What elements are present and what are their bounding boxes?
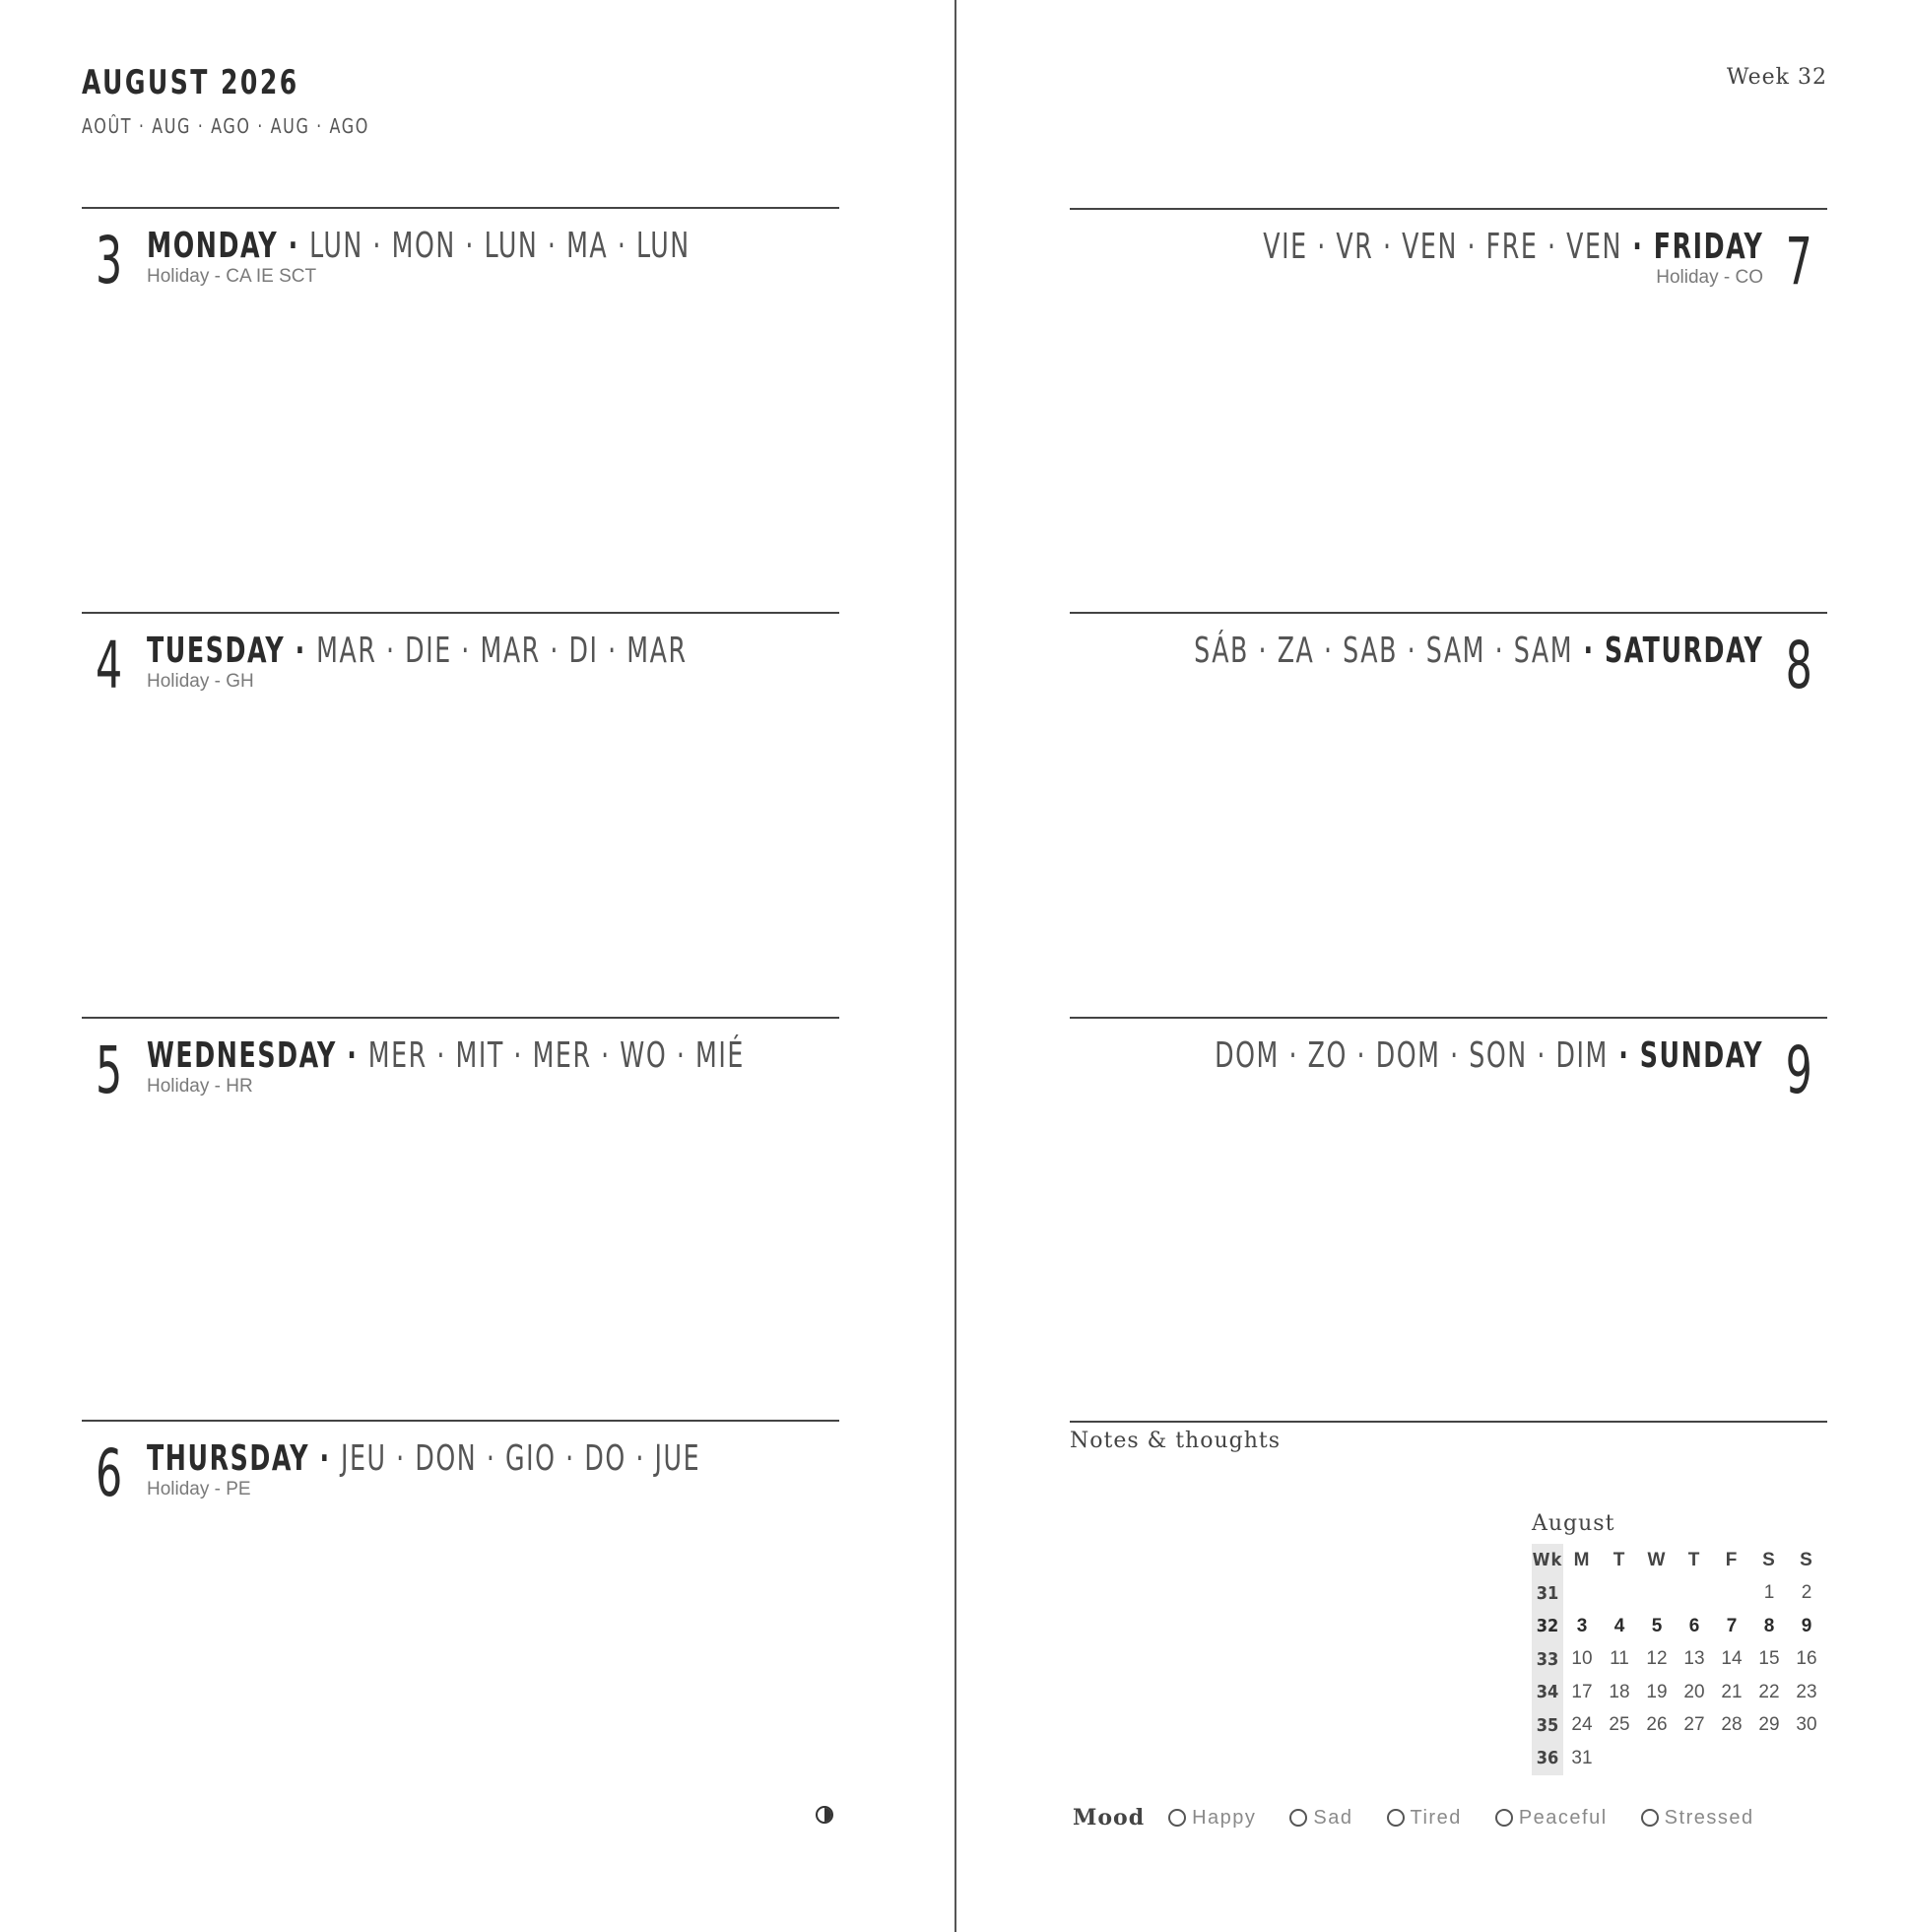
calendar-day: 24 bbox=[1571, 1714, 1593, 1736]
week-number: 32 bbox=[1532, 1610, 1563, 1643]
calendar-day bbox=[1638, 1577, 1676, 1611]
calendar-day: 26 bbox=[1646, 1714, 1668, 1736]
mood-option-label: Sad bbox=[1313, 1806, 1353, 1829]
weekday-header: F bbox=[1725, 1549, 1739, 1570]
calendar-week-row bbox=[1532, 1577, 1825, 1611]
week-number: 33 bbox=[1532, 1643, 1563, 1677]
day-name-separator: · bbox=[1608, 1035, 1640, 1076]
calendar-day: 7 bbox=[1726, 1615, 1738, 1636]
calendar-day: 18 bbox=[1609, 1681, 1630, 1702]
day-number: 5 bbox=[96, 1033, 123, 1108]
calendar-day: 30 bbox=[1796, 1714, 1817, 1736]
mood-option-stressed[interactable] bbox=[1641, 1807, 1754, 1830]
calendar-day: 12 bbox=[1646, 1648, 1668, 1670]
week-number: 34 bbox=[1532, 1676, 1563, 1709]
calendar-day bbox=[1638, 1742, 1676, 1775]
calendar-day bbox=[1601, 1577, 1638, 1611]
month-translations: AOÛT · AUG · AGO · AUG · AGO bbox=[82, 114, 369, 138]
calendar-day: 16 bbox=[1796, 1648, 1817, 1670]
day-name-translations: MAR · DIE · MAR · DI · MAR bbox=[316, 631, 688, 671]
radio-circle-icon[interactable] bbox=[1641, 1809, 1659, 1827]
calendar-day: 27 bbox=[1683, 1714, 1705, 1736]
day-name-separator: · bbox=[309, 1438, 342, 1479]
mood-option-tired[interactable] bbox=[1387, 1807, 1462, 1830]
day-name-translations: JEU · DON · GIO · DO · JUE bbox=[341, 1438, 701, 1479]
week-number: 36 bbox=[1532, 1742, 1563, 1775]
calendar-day: 11 bbox=[1610, 1648, 1629, 1670]
radio-circle-icon[interactable] bbox=[1387, 1809, 1405, 1827]
day-name-separator: · bbox=[336, 1035, 368, 1076]
calendar-day: 19 bbox=[1646, 1681, 1668, 1702]
mood-option-peaceful[interactable] bbox=[1495, 1807, 1608, 1830]
notes-label: Notes & thoughts bbox=[1070, 1429, 1282, 1453]
calendar-day bbox=[1676, 1742, 1713, 1775]
calendar-day: 8 bbox=[1763, 1615, 1775, 1636]
calendar-day bbox=[1788, 1742, 1825, 1775]
calendar-day: 6 bbox=[1688, 1615, 1700, 1636]
day-name-line bbox=[147, 1438, 701, 1479]
calendar-day: 3 bbox=[1576, 1615, 1588, 1636]
calendar-week-row bbox=[1532, 1742, 1825, 1775]
holiday-note: Holiday - HR bbox=[147, 1076, 253, 1097]
calendar-day: 9 bbox=[1801, 1615, 1812, 1636]
calendar-week-row bbox=[1532, 1643, 1825, 1677]
calendar-day bbox=[1563, 1577, 1601, 1611]
calendar-day bbox=[1713, 1742, 1750, 1775]
day-name-primary: SATURDAY bbox=[1604, 631, 1763, 671]
day-name-separator: · bbox=[285, 631, 317, 671]
day-name-translations: VIE · VR · VEN · FRE · VEN bbox=[1262, 227, 1622, 267]
mood-label: Mood bbox=[1073, 1805, 1146, 1831]
day-name-separator: · bbox=[278, 226, 310, 266]
calendar-day: 2 bbox=[1801, 1582, 1812, 1604]
day-name-separator: · bbox=[1621, 227, 1654, 267]
day-name-line bbox=[147, 1035, 745, 1076]
calendar-day bbox=[1713, 1577, 1750, 1611]
calendar-day bbox=[1676, 1577, 1713, 1611]
day-name-primary: SUNDAY bbox=[1639, 1035, 1763, 1076]
weekday-header: M bbox=[1573, 1549, 1591, 1570]
day-rule bbox=[1070, 1017, 1827, 1019]
day-rule bbox=[1070, 208, 1827, 210]
day-name-line bbox=[1215, 1035, 1763, 1076]
weekday-header: S bbox=[1800, 1549, 1813, 1570]
mood-row bbox=[1073, 1805, 1754, 1831]
week-number: 35 bbox=[1532, 1709, 1563, 1743]
mood-option-happy[interactable] bbox=[1168, 1807, 1256, 1830]
day-name-translations: SÁB · ZA · SAB · SAM · SAM bbox=[1193, 631, 1573, 671]
day-number: 3 bbox=[96, 223, 123, 299]
weekday-header: T bbox=[1613, 1549, 1626, 1570]
calendar-day: 5 bbox=[1651, 1615, 1663, 1636]
day-name-translations: MER · MIT · MER · WO · MIÉ bbox=[367, 1035, 745, 1076]
day-rule bbox=[82, 612, 839, 614]
calendar-week-row bbox=[1532, 1709, 1825, 1743]
day-number: 7 bbox=[1785, 224, 1812, 300]
day-rule bbox=[82, 1017, 839, 1019]
calendar-week-row bbox=[1532, 1676, 1825, 1709]
radio-circle-icon[interactable] bbox=[1289, 1809, 1307, 1827]
calendar-day bbox=[1601, 1742, 1638, 1775]
holiday-note: Holiday - PE bbox=[147, 1479, 251, 1499]
mood-option-sad[interactable] bbox=[1289, 1807, 1352, 1830]
day-name-translations: DOM · ZO · DOM · SON · DIM bbox=[1215, 1035, 1609, 1076]
calendar-day: 15 bbox=[1758, 1648, 1780, 1670]
calendar-day: 20 bbox=[1683, 1681, 1705, 1702]
holiday-note: Holiday - CA IE SCT bbox=[147, 266, 317, 287]
weekday-header: W bbox=[1647, 1549, 1667, 1570]
page-divider bbox=[954, 0, 956, 1932]
calendar-day: 25 bbox=[1609, 1714, 1630, 1736]
day-number: 8 bbox=[1785, 628, 1812, 703]
day-name-primary: FRIDAY bbox=[1653, 227, 1763, 267]
calendar-day: 14 bbox=[1721, 1648, 1743, 1670]
mini-calendar-grid bbox=[1532, 1544, 1825, 1775]
day-rule bbox=[1070, 612, 1827, 614]
day-number: 9 bbox=[1785, 1033, 1812, 1108]
day-name-line bbox=[147, 226, 691, 266]
day-name-line bbox=[147, 633, 688, 669]
holiday-note: Holiday - CO bbox=[1656, 267, 1763, 288]
weekday-header: T bbox=[1687, 1549, 1701, 1570]
day-name-primary: MONDAY bbox=[147, 226, 279, 266]
week-column-header: Wk bbox=[1532, 1544, 1563, 1577]
day-name-line bbox=[1194, 633, 1763, 669]
week-number: 31 bbox=[1532, 1577, 1563, 1611]
calendar-day: 10 bbox=[1571, 1648, 1593, 1670]
radio-circle-icon[interactable] bbox=[1495, 1809, 1513, 1827]
day-name-line bbox=[1262, 227, 1763, 267]
day-name-translations: LUN · MON · LUN · MA · LUN bbox=[309, 226, 691, 266]
holiday-note: Holiday - GH bbox=[147, 671, 254, 692]
day-rule bbox=[82, 1420, 839, 1422]
month-title: AUGUST 2026 bbox=[82, 63, 299, 102]
day-name-primary: TUESDAY bbox=[147, 631, 286, 671]
calendar-day: 13 bbox=[1683, 1648, 1705, 1670]
mini-calendar-title: August bbox=[1532, 1511, 1615, 1536]
calendar-day: 28 bbox=[1721, 1714, 1743, 1736]
mini-calendar bbox=[1532, 1511, 1827, 1775]
week-label: Week 32 bbox=[1726, 65, 1827, 90]
calendar-day: 29 bbox=[1758, 1714, 1780, 1736]
calendar-day: 22 bbox=[1758, 1681, 1780, 1702]
day-name-primary: WEDNESDAY bbox=[147, 1035, 337, 1076]
radio-circle-icon[interactable] bbox=[1168, 1809, 1186, 1827]
day-name-separator: · bbox=[1572, 631, 1605, 671]
day-rule bbox=[82, 207, 839, 209]
weekday-header: S bbox=[1762, 1549, 1776, 1570]
day-number: 4 bbox=[96, 628, 123, 703]
calendar-day: 4 bbox=[1613, 1615, 1625, 1636]
calendar-week-row bbox=[1532, 1610, 1825, 1643]
mood-option-label: Stressed bbox=[1664, 1806, 1754, 1829]
day-name-primary: THURSDAY bbox=[147, 1438, 310, 1479]
notes-rule bbox=[1070, 1421, 1827, 1423]
calendar-day: 1 bbox=[1763, 1582, 1775, 1604]
calendar-day: 31 bbox=[1571, 1747, 1593, 1768]
day-number: 6 bbox=[96, 1435, 123, 1511]
calendar-day: 23 bbox=[1796, 1681, 1817, 1702]
mood-option-label: Tired bbox=[1410, 1806, 1462, 1829]
calendar-day: 17 bbox=[1571, 1681, 1593, 1702]
half-moon-icon bbox=[816, 1806, 833, 1824]
mood-option-label: Peaceful bbox=[1518, 1806, 1608, 1829]
calendar-day: 21 bbox=[1721, 1681, 1743, 1702]
calendar-day bbox=[1750, 1742, 1788, 1775]
mood-option-label: Happy bbox=[1192, 1806, 1257, 1829]
